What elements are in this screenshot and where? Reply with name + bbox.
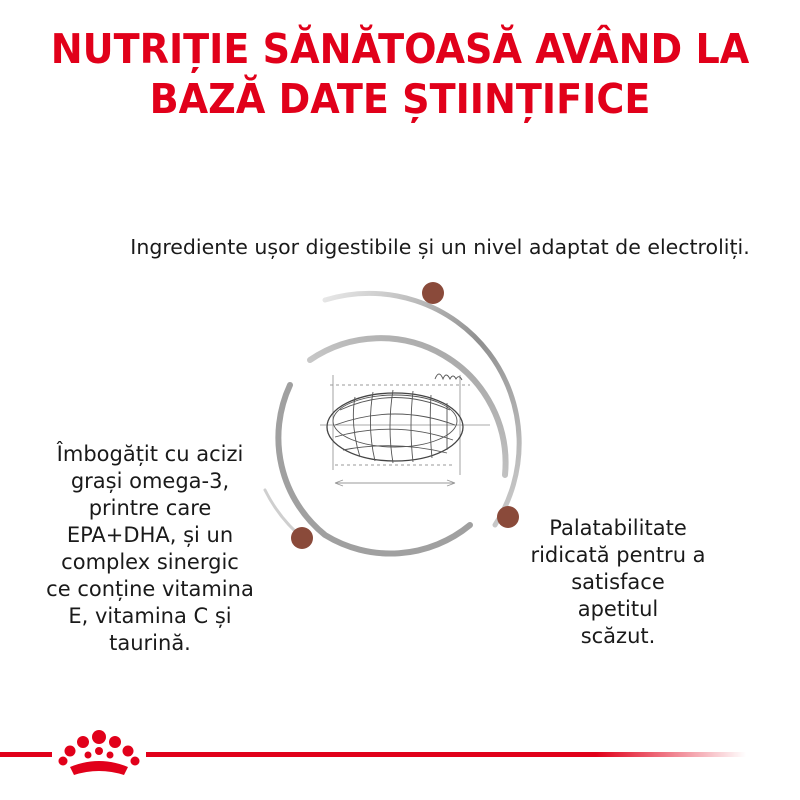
royal-canin-crown-logo [59,730,140,780]
left-dot [291,527,313,549]
benefit-left-line: complex sinergic [61,550,239,574]
benefit-right-line: Palatabilitate [549,516,687,540]
benefit-left-line: taurină. [109,631,191,655]
benefit-left-line: EPA+DHA, și un [66,523,234,547]
top-dot [422,282,444,304]
kibble-sketch-icon [320,374,490,486]
benefits-diagram [255,275,555,595]
benefit-right-line: scăzut. [580,624,656,648]
page-title [28,24,772,124]
brand-line-left [0,752,52,757]
title-line-1: NUTRIȚIE SĂNĂTOASĂ AVÂND LA [50,25,750,73]
benefit-left-line: ce conține vitamina [46,577,254,601]
benefit-left-line: E, vitamina C și [68,604,232,628]
benefit-left-line: grași omega-3, [70,469,230,493]
benefit-right-text [528,515,708,650]
benefit-left-text [25,441,275,657]
inner-arc-left [278,385,470,554]
benefit-top-text: Ingrediente ușor digestibile și un nivel adaptat de electroliți. [130,235,750,259]
benefit-right-line: ridicată pentru a [530,543,706,567]
footer-brand-bar [0,725,800,785]
benefit-right-line: satisface apetitul [571,570,665,621]
title-line-2: BAZĂ DATE ȘTIINȚIFICE [149,75,651,123]
benefit-left-line: printre care [88,496,212,520]
right-dot [497,506,519,528]
brand-line-right [146,752,746,757]
benefit-left-line: Îmbogățit cu acizi [56,442,244,466]
inner-arc [310,338,506,475]
